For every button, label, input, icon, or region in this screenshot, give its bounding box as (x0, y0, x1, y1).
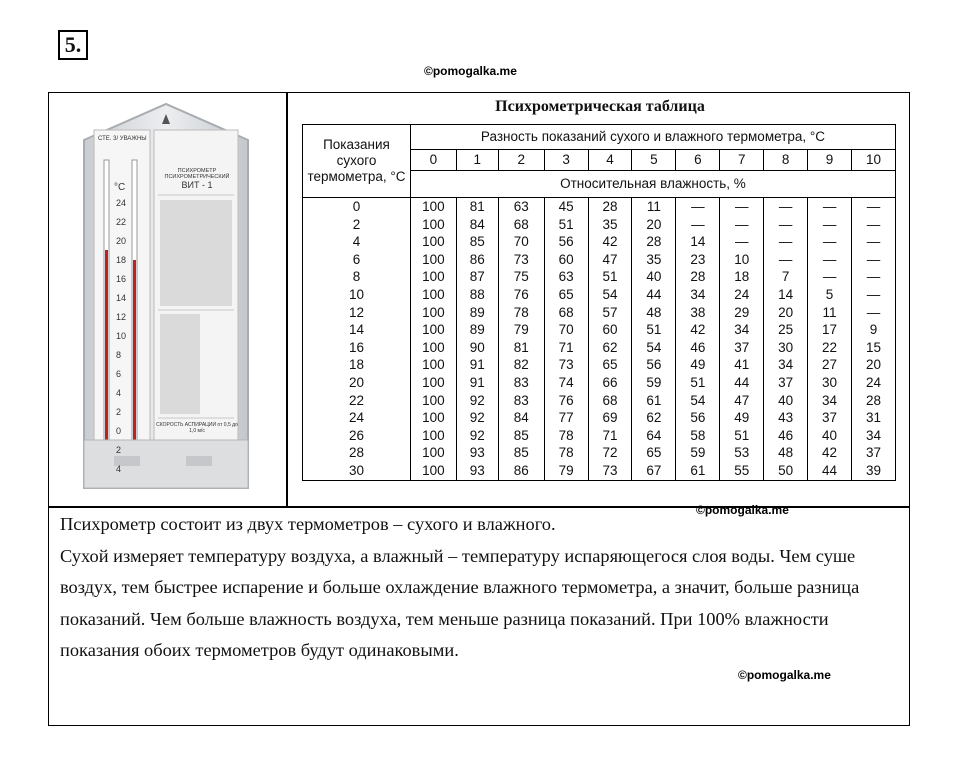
humidity-cell: 34 (852, 427, 896, 445)
scale-tick-label: 2 (116, 445, 122, 455)
humidity-cell: 84 (498, 409, 544, 427)
humidity-cell: — (764, 198, 808, 216)
humidity-cell: — (852, 198, 896, 216)
table-title: Психрометрическая таблица (495, 98, 705, 115)
humidity-cell: 23 (676, 251, 720, 269)
humidity-cell: 51 (632, 321, 676, 339)
table-row (303, 321, 896, 339)
humidity-cell: 87 (456, 268, 498, 286)
temperature-cell: 12 (303, 304, 411, 322)
temperature-cell: 2 (303, 216, 411, 234)
humidity-cell: — (808, 251, 852, 269)
humidity-cell: 44 (632, 286, 676, 304)
diff-cell: 8 (764, 150, 808, 171)
humidity-cell: 81 (456, 198, 498, 216)
humidity-cell: 90 (456, 339, 498, 357)
table-row (303, 444, 896, 462)
humidity-cell: 86 (456, 251, 498, 269)
table-row (303, 198, 896, 216)
humidity-cell: — (852, 251, 896, 269)
diff-cell: 5 (632, 150, 676, 171)
humidity-cell: 37 (852, 444, 896, 462)
scale-tick-label: 16 (116, 274, 127, 284)
temperature-cell: 30 (303, 462, 411, 480)
humidity-cell: 100 (410, 339, 456, 357)
humidity-cell: 31 (852, 409, 896, 427)
humidity-cell: 65 (632, 444, 676, 462)
humidity-cell: 38 (676, 304, 720, 322)
temperature-cell: 10 (303, 286, 411, 304)
humidity-cell: 85 (456, 233, 498, 251)
humidity-cell: 11 (808, 304, 852, 322)
humidity-cell: 41 (720, 356, 764, 374)
humidity-cell: 63 (498, 198, 544, 216)
humidity-cell: 40 (764, 392, 808, 410)
humidity-cell: 78 (544, 444, 588, 462)
humidity-cell: 29 (720, 304, 764, 322)
humidity-cell: — (764, 216, 808, 234)
humidity-cell: 10 (720, 251, 764, 269)
humidity-cell: 47 (588, 251, 632, 269)
humidity-cell: 79 (498, 321, 544, 339)
table-body (303, 198, 896, 481)
humidity-cell: 59 (632, 374, 676, 392)
diff-cell: 0 (410, 150, 456, 171)
humidity-cell: 34 (764, 356, 808, 374)
humidity-cell: 65 (588, 356, 632, 374)
humidity-cell: 28 (632, 233, 676, 251)
humidity-cell: 100 (410, 321, 456, 339)
table-row (303, 374, 896, 392)
scale-tick-label: 4 (116, 464, 122, 474)
humidity-cell: 82 (498, 356, 544, 374)
humidity-cell: 66 (588, 374, 632, 392)
humidity-cell: 42 (588, 233, 632, 251)
temperature-cell: 20 (303, 374, 411, 392)
temperature-cell: 6 (303, 251, 411, 269)
temperature-cell: 18 (303, 356, 411, 374)
humidity-cell: 74 (544, 374, 588, 392)
device-bottom-label: СКОРОСТЬ АСПИРАЦИИ от 0,5 до 1,0 м/с (156, 422, 238, 434)
humidity-cell: 30 (808, 374, 852, 392)
humidity-cell: 85 (498, 444, 544, 462)
humidity-cell: 25 (764, 321, 808, 339)
vertical-divider (286, 92, 288, 507)
humidity-cell: 63 (544, 268, 588, 286)
diff-cell: 3 (544, 150, 588, 171)
humidity-cell: 68 (498, 216, 544, 234)
humidity-cell: 100 (410, 392, 456, 410)
psychrometer-image (80, 100, 252, 492)
humidity-cell: 68 (588, 392, 632, 410)
humidity-cell: 24 (720, 286, 764, 304)
humidity-cell: 14 (676, 233, 720, 251)
humidity-cell: 55 (720, 462, 764, 480)
humidity-cell: 49 (720, 409, 764, 427)
humidity-cell: — (764, 233, 808, 251)
humidity-cell: 18 (720, 268, 764, 286)
table-row (303, 409, 896, 427)
humidity-cell: 70 (498, 233, 544, 251)
humidity-cell: 20 (852, 356, 896, 374)
humidity-cell: 73 (588, 462, 632, 480)
humidity-cell: 73 (498, 251, 544, 269)
humidity-cell: 61 (632, 392, 676, 410)
scale-tick-label: 10 (116, 331, 127, 341)
humidity-cell: 11 (632, 198, 676, 216)
task-number: 5. (58, 30, 88, 60)
humidity-cell: 84 (456, 216, 498, 234)
humidity-cell: 83 (498, 392, 544, 410)
temperature-cell: 26 (303, 427, 411, 445)
humidity-cell: 57 (588, 304, 632, 322)
humidity-cell: 51 (544, 216, 588, 234)
temperature-cell: 14 (303, 321, 411, 339)
humidity-cell: — (852, 304, 896, 322)
text-paragraph-2: Сухой измеряет температуру воздуха, а влажный – температуру испаряющегося слоя воды. Чем суше воздух, тем быстрее испарение и больше охлаждение влажного термометра, а значит, больше разница показаний. Чем больше влажность воздуха, тем меньше разница показаний. При 100% влажности показания обоих термометров будут одинаковыми. (60, 545, 860, 661)
scale-tick-label: 14 (116, 293, 127, 303)
humidity-cell: 48 (632, 304, 676, 322)
diff-cell: 4 (588, 150, 632, 171)
humidity-cell: 24 (852, 374, 896, 392)
humidity-cell: — (852, 216, 896, 234)
humidity-cell: 20 (764, 304, 808, 322)
humidity-cell: 28 (676, 268, 720, 286)
humidity-cell: 85 (498, 427, 544, 445)
text-line-1: Психрометр состоит из двух термометров – сухого и влажного. (60, 514, 556, 534)
watermark-top: ©pomogalka.me (424, 64, 517, 78)
humidity-cell: — (676, 198, 720, 216)
table-row (303, 216, 896, 234)
diff-cell: 2 (498, 150, 544, 171)
scale-tick-label: 2 (116, 407, 122, 417)
humidity-cell: — (852, 268, 896, 286)
humidity-cell: 27 (808, 356, 852, 374)
diff-cell: 9 (808, 150, 852, 171)
explanation-text (60, 509, 900, 667)
humidity-cell: 44 (720, 374, 764, 392)
scale-tick-label: 4 (116, 388, 122, 398)
humidity-header: Относительная влажность, % (410, 171, 895, 198)
scale-tick-label: 6 (116, 369, 122, 379)
humidity-cell: 100 (410, 356, 456, 374)
table-row (303, 304, 896, 322)
humidity-cell: 34 (720, 321, 764, 339)
humidity-cell: 83 (498, 374, 544, 392)
humidity-cell: 61 (676, 462, 720, 480)
humidity-cell: 49 (676, 356, 720, 374)
table-row (303, 427, 896, 445)
humidity-cell: 51 (720, 427, 764, 445)
humidity-cell: 20 (632, 216, 676, 234)
humidity-cell: 59 (676, 444, 720, 462)
humidity-cell: 60 (588, 321, 632, 339)
humidity-cell: 51 (588, 268, 632, 286)
humidity-cell: 100 (410, 251, 456, 269)
humidity-cell: 44 (808, 462, 852, 480)
humidity-cell: 86 (498, 462, 544, 480)
humidity-cell: 71 (588, 427, 632, 445)
humidity-cell: 40 (808, 427, 852, 445)
temperature-cell: 16 (303, 339, 411, 357)
humidity-cell: 91 (456, 356, 498, 374)
temperature-cell: 8 (303, 268, 411, 286)
humidity-cell: — (808, 216, 852, 234)
diff-header: Разность показаний сухого и влажного термометра, °С (410, 125, 895, 150)
humidity-cell: 100 (410, 374, 456, 392)
temperature-cell: 4 (303, 233, 411, 251)
humidity-cell: 70 (544, 321, 588, 339)
humidity-cell: 5 (808, 286, 852, 304)
humidity-cell: 81 (498, 339, 544, 357)
humidity-cell: 46 (676, 339, 720, 357)
humidity-cell: 76 (544, 392, 588, 410)
humidity-cell: — (852, 286, 896, 304)
humidity-cell: 28 (588, 198, 632, 216)
diff-cell: 6 (676, 150, 720, 171)
temperature-cell: 22 (303, 392, 411, 410)
humidity-cell: 75 (498, 268, 544, 286)
humidity-cell: 37 (720, 339, 764, 357)
humidity-cell: 46 (764, 427, 808, 445)
humidity-cell: 22 (808, 339, 852, 357)
humidity-cell: 37 (808, 409, 852, 427)
humidity-cell: 91 (456, 374, 498, 392)
humidity-cell: 40 (632, 268, 676, 286)
scale-tick-label: 24 (116, 198, 127, 208)
humidity-cell: 100 (410, 216, 456, 234)
scale-tick-label: 8 (116, 350, 122, 360)
humidity-cell: 78 (498, 304, 544, 322)
temperature-cell: 28 (303, 444, 411, 462)
humidity-cell: — (720, 198, 764, 216)
table-row (303, 268, 896, 286)
humidity-cell: 100 (410, 409, 456, 427)
humidity-cell: — (720, 216, 764, 234)
humidity-cell: 58 (676, 427, 720, 445)
humidity-cell: 93 (456, 462, 498, 480)
humidity-cell: 56 (676, 409, 720, 427)
scale-tick-label: 20 (116, 236, 127, 246)
scale-tick-label: 12 (116, 312, 127, 322)
diff-cell: 1 (456, 150, 498, 171)
humidity-cell: 42 (808, 444, 852, 462)
table-row (303, 286, 896, 304)
humidity-cell: 64 (632, 427, 676, 445)
humidity-cell: 76 (498, 286, 544, 304)
humidity-cell: 100 (410, 444, 456, 462)
humidity-cell: 35 (588, 216, 632, 234)
watermark-middle: ©pomogalka.me (696, 503, 789, 517)
humidity-cell: 45 (544, 198, 588, 216)
humidity-cell: 17 (808, 321, 852, 339)
humidity-cell: 47 (720, 392, 764, 410)
humidity-cell: 54 (676, 392, 720, 410)
humidity-cell: 89 (456, 304, 498, 322)
humidity-cell: 37 (764, 374, 808, 392)
humidity-cell: — (808, 233, 852, 251)
table-row (303, 339, 896, 357)
humidity-cell: 54 (588, 286, 632, 304)
humidity-cell: 100 (410, 427, 456, 445)
humidity-cell: 78 (544, 427, 588, 445)
humidity-cell: 34 (676, 286, 720, 304)
humidity-cell: 92 (456, 392, 498, 410)
humidity-cell: 15 (852, 339, 896, 357)
humidity-cell: 7 (764, 268, 808, 286)
humidity-cell: 56 (544, 233, 588, 251)
humidity-cell: 88 (456, 286, 498, 304)
humidity-cell: 77 (544, 409, 588, 427)
humidity-cell: 89 (456, 321, 498, 339)
temperature-cell: 24 (303, 409, 411, 427)
humidity-cell: 100 (410, 198, 456, 216)
humidity-cell: 100 (410, 286, 456, 304)
humidity-cell: 100 (410, 462, 456, 480)
table-row (303, 233, 896, 251)
table-row (303, 356, 896, 374)
humidity-cell: 53 (720, 444, 764, 462)
humidity-cell: 100 (410, 304, 456, 322)
humidity-cell: 69 (588, 409, 632, 427)
humidity-cell: — (720, 233, 764, 251)
humidity-cell: 73 (544, 356, 588, 374)
scale-tick-label: 18 (116, 255, 127, 265)
humidity-cell: 14 (764, 286, 808, 304)
humidity-cell: 35 (632, 251, 676, 269)
diff-cell: 10 (852, 150, 896, 171)
humidity-cell: 39 (852, 462, 896, 480)
psychrometric-table (302, 124, 896, 481)
humidity-cell: 50 (764, 462, 808, 480)
device-label-left: СТЕ. 3/ УВАЖНЫ (98, 136, 147, 142)
humidity-cell: 42 (676, 321, 720, 339)
table-row (303, 251, 896, 269)
humidity-cell: 93 (456, 444, 498, 462)
device-unit: °C (114, 182, 126, 193)
humidity-cell: 68 (544, 304, 588, 322)
device-label-right: ПСИХРОМЕТР ПСИХРОМЕТРИЧЕСКИЙ (164, 168, 230, 180)
scale-tick-label: 0 (116, 426, 122, 436)
humidity-cell: — (808, 268, 852, 286)
humidity-cell: — (764, 251, 808, 269)
humidity-cell: 60 (544, 251, 588, 269)
humidity-cell: 67 (632, 462, 676, 480)
diff-cell: 7 (720, 150, 764, 171)
humidity-cell: 100 (410, 233, 456, 251)
humidity-cell: 62 (632, 409, 676, 427)
humidity-cell: — (852, 233, 896, 251)
table-row (303, 462, 896, 480)
humidity-cell: 71 (544, 339, 588, 357)
humidity-cell: 72 (588, 444, 632, 462)
humidity-cell: 28 (852, 392, 896, 410)
humidity-cell: 79 (544, 462, 588, 480)
row-header: Показания сухого термометра, °С (303, 125, 411, 198)
watermark-bottom: ©pomogalka.me (738, 668, 831, 682)
humidity-cell: 34 (808, 392, 852, 410)
humidity-cell: 48 (764, 444, 808, 462)
humidity-cell: 43 (764, 409, 808, 427)
humidity-cell: 51 (676, 374, 720, 392)
humidity-cell: — (676, 216, 720, 234)
humidity-cell: 62 (588, 339, 632, 357)
temperature-cell: 0 (303, 198, 411, 216)
humidity-cell: 9 (852, 321, 896, 339)
humidity-cell: 92 (456, 409, 498, 427)
table-row (303, 392, 896, 410)
humidity-cell: — (808, 198, 852, 216)
humidity-cell: 56 (632, 356, 676, 374)
device-model: ВИТ - 1 (181, 180, 213, 190)
humidity-cell: 65 (544, 286, 588, 304)
humidity-cell: 92 (456, 427, 498, 445)
humidity-cell: 54 (632, 339, 676, 357)
humidity-cell: 30 (764, 339, 808, 357)
scale-tick-label: 22 (116, 217, 127, 227)
humidity-cell: 100 (410, 268, 456, 286)
